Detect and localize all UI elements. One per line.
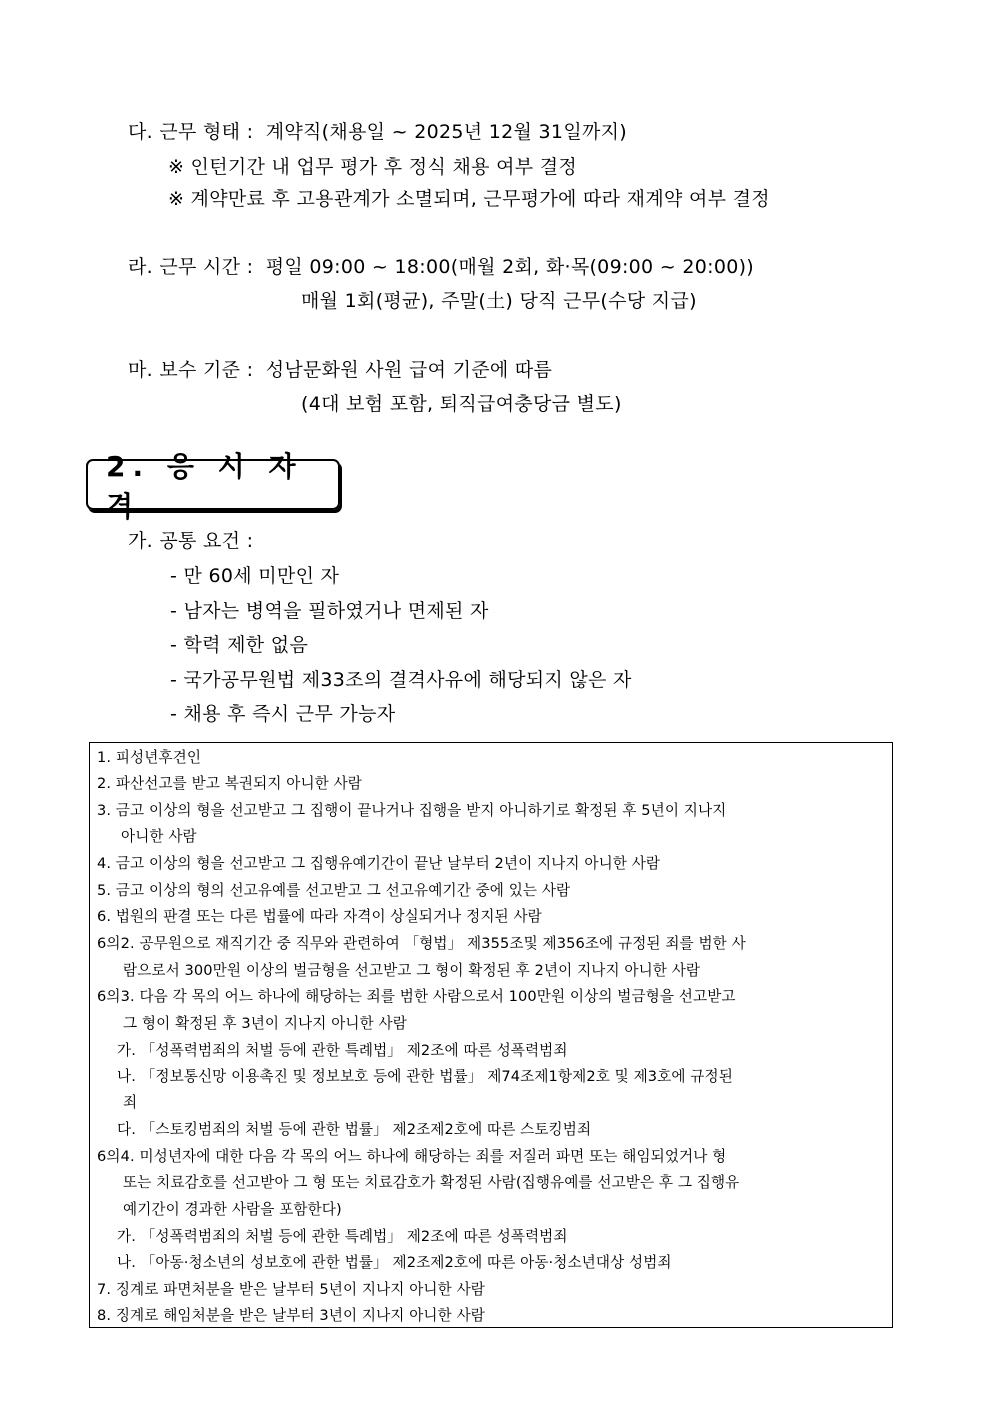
requirement-item: - 국가공무원법 제33조의 결격사유에 해당되지 않은 자 [170, 669, 632, 691]
common-requirements-label: 가. 공통 요건 : [128, 530, 254, 552]
disqualification-line: 7. 징계로 파면처분을 받은 날부터 5년이 지나지 아니한 사람 [97, 1281, 485, 1298]
pay-row [128, 355, 552, 382]
work-hours-row [128, 252, 754, 279]
disqualification-line: 5. 금고 이상의 형의 선고유예를 선고받고 그 선고유예기간 중에 있는 사람 [97, 882, 571, 899]
pay-label: 마. 보수 기준 : [128, 359, 254, 381]
disqualification-line: 1. 피성년후견인 [97, 749, 202, 766]
work-form-note-2: ※ 계약만료 후 고용관계가 소멸되며, 근무평가에 따라 재계약 여부 결정 [168, 188, 770, 210]
disqualification-line: 다. 「스토킹범죄의 처벌 등에 관한 법률」 제2조제2호에 따른 스토킹범죄 [117, 1121, 592, 1138]
disqualification-line: 6의2. 공무원으로 재직기간 중 직무와 관련하여 「형법」 제355조및 제356조에 규정된 죄를 범한 사 [97, 935, 746, 952]
work-form-label: 다. 근무 형태 : [128, 121, 254, 143]
disqualification-line: 죄 [123, 1094, 138, 1111]
work-hours-label: 라. 근무 시간 : [128, 256, 254, 278]
disqualification-line: 나. 「아동·청소년의 성보호에 관한 법률」 제2조제2호에 따른 아동·청소년대상 성범죄 [117, 1254, 672, 1271]
disqualification-line: 4. 금고 이상의 형을 선고받고 그 집행유예기간이 끝난 날부터 2년이 지나지 아니한 사람 [97, 855, 661, 872]
disqualification-line: 또는 치료감호를 선고받아 그 형 또는 치료감호가 확정된 사람(집행유예를 선고받은 후 그 집행유 [123, 1174, 740, 1191]
disqualification-line: 가. 「성폭력범죄의 처벌 등에 관한 특례법」 제2조에 따른 성폭력범죄 [117, 1042, 568, 1059]
requirement-item: - 학력 제한 없음 [170, 634, 309, 656]
disqualification-line: 그 형이 확정된 후 3년이 지나지 아니한 사람 [123, 1015, 407, 1032]
disqualification-line: 6. 법원의 판결 또는 다른 법률에 따라 자격이 상실되거나 정지된 사람 [97, 908, 542, 925]
pay-value-2: (4대 보험 포함, 퇴직급여충당금 별도) [301, 393, 622, 415]
disqualification-line: 6의3. 다음 각 목의 어느 하나에 해당하는 죄를 범한 사람으로서 100만원 이상의 벌금형을 선고받고 [97, 988, 736, 1005]
disqualification-line: 8. 징계로 해임처분을 받은 날부터 3년이 지나지 아니한 사람 [97, 1307, 485, 1324]
pay-value: 성남문화원 사원 급여 기준에 따름 [265, 359, 553, 381]
disqualification-line: 나. 「정보통신망 이용촉진 및 정보보호 등에 관한 법률」 제74조제1항제2호 및 제3호에 규정된 [117, 1068, 733, 1085]
requirement-item: - 남자는 병역을 필하였거나 면제된 자 [170, 600, 489, 622]
requirement-item: - 채용 후 즉시 근무 가능자 [170, 703, 396, 725]
work-form-note-1: ※ 인턴기간 내 업무 평가 후 정식 채용 여부 결정 [168, 156, 578, 178]
disqualification-line: 가. 「성폭력범죄의 처벌 등에 관한 특례법」 제2조에 따른 성폭력범죄 [117, 1228, 568, 1245]
disqualification-line: 아니한 사람 [121, 828, 197, 845]
disqualification-line: 예기간이 경과한 사람을 포함한다) [123, 1201, 342, 1218]
section-2-heading: 2. 응 시 자 격 [86, 459, 340, 510]
work-form-value: 계약직(채용일 ~ 2025년 12월 31일까지) [265, 121, 627, 143]
requirement-item: - 만 60세 미만인 자 [170, 565, 340, 587]
work-hours-value: 평일 09:00 ~ 18:00(매월 2회, 화·목(09:00 ~ 20:00)) [265, 256, 755, 278]
disqualification-line: 3. 금고 이상의 형을 선고받고 그 집행이 끝나거나 집행을 받지 아니하기로 확정된 후 5년이 지나지 [97, 802, 727, 819]
work-hours-value-2: 매월 1회(평균), 주말(土) 당직 근무(수당 지급) [301, 290, 697, 312]
disqualification-line: 6의4. 미성년자에 대한 다음 각 목의 어느 하나에 해당하는 죄를 저질러 파면 또는 해임되었거나 형 [97, 1148, 727, 1165]
work-form-row [128, 117, 627, 144]
disqualification-line: 람으로서 300만원 이상의 벌금형을 선고받고 그 형이 확정된 후 2년이 지나지 아니한 사람 [123, 962, 701, 979]
disqualification-line: 2. 파산선고를 받고 복권되지 아니한 사람 [97, 775, 362, 792]
